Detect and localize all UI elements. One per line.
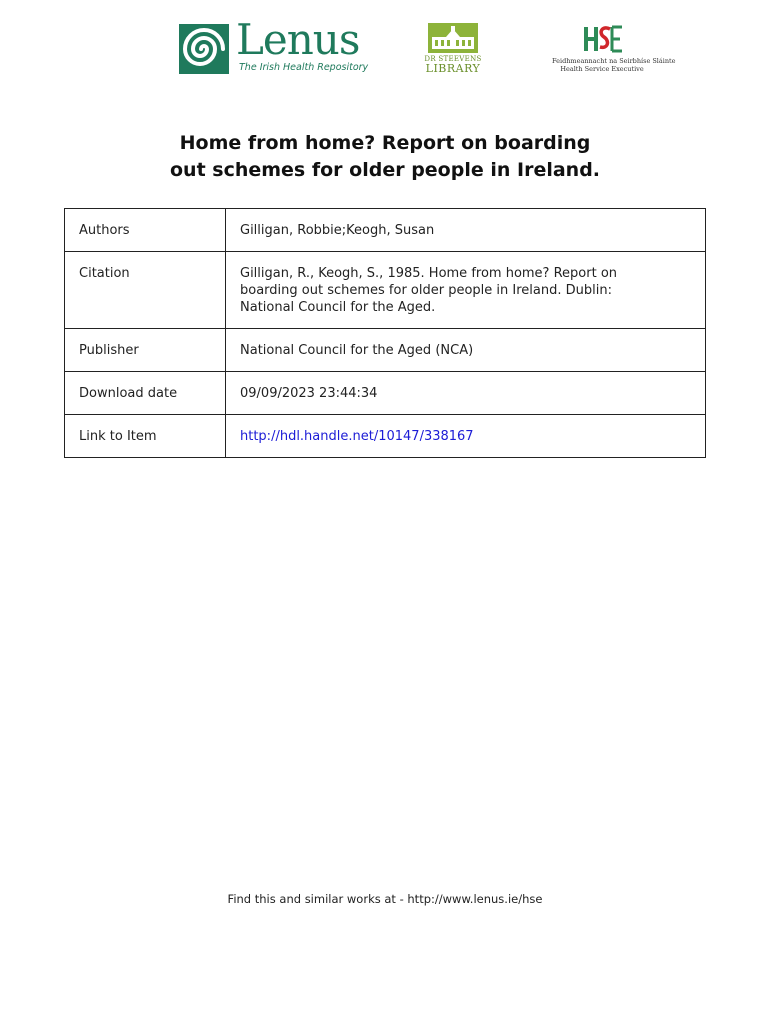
lenus-swirl-icon bbox=[179, 24, 229, 74]
citation-label: Citation bbox=[65, 252, 226, 329]
citation-line-3: National Council for the Aged. bbox=[240, 300, 436, 315]
hse-line2: Health Service Executive bbox=[560, 65, 644, 73]
authors-label: Authors bbox=[65, 209, 226, 252]
citation-line-2: boarding out schemes for older people in Ireland. Dublin: bbox=[240, 283, 612, 298]
metadata-table bbox=[64, 208, 706, 458]
item-link[interactable]: http://hdl.handle.net/10147/338167 bbox=[240, 429, 474, 444]
download-date-label: Download date bbox=[65, 372, 226, 415]
title-line-2: out schemes for older people in Ireland. bbox=[169, 159, 601, 181]
link-label: Link to Item bbox=[65, 415, 226, 458]
hse-line1: Feidhmeannacht na Seirbhíse Sláinte bbox=[552, 57, 676, 65]
link-cell bbox=[226, 415, 706, 458]
publisher-label: Publisher bbox=[65, 329, 226, 372]
authors-value: Gilligan, Robbie;Keogh, Susan bbox=[226, 209, 706, 252]
steevens-line1: DR STEEVENS bbox=[424, 55, 482, 63]
publisher-value: National Council for the Aged (NCA) bbox=[226, 329, 706, 372]
footer-text: Find this and similar works at - http://www.lenus.ie/hse bbox=[227, 892, 543, 906]
publisher-row bbox=[65, 329, 706, 372]
hse-mark-icon bbox=[580, 23, 624, 57]
lenus-tagline: The Irish Health Repository bbox=[239, 62, 369, 73]
steevens-line2: LIBRARY bbox=[425, 62, 481, 75]
citation-value bbox=[226, 252, 706, 329]
citation-line-1: Gilligan, R., Keogh, S., 1985. Home from home? Report on bbox=[240, 266, 618, 281]
library-building-icon bbox=[428, 23, 478, 53]
download-date-value: 09/09/2023 23:44:34 bbox=[226, 372, 706, 415]
authors-row bbox=[65, 209, 706, 252]
header-logos bbox=[0, 15, 770, 80]
download-date-row bbox=[65, 372, 706, 415]
lenus-wordmark: Lenus bbox=[236, 15, 360, 64]
hse-logo bbox=[552, 23, 676, 77]
lenus-logo bbox=[179, 15, 369, 76]
link-row bbox=[65, 415, 706, 458]
citation-row bbox=[65, 252, 706, 329]
title-line-1: Home from home? Report on boarding bbox=[179, 132, 591, 154]
steevens-library-logo bbox=[424, 23, 482, 77]
document-title bbox=[0, 130, 770, 184]
